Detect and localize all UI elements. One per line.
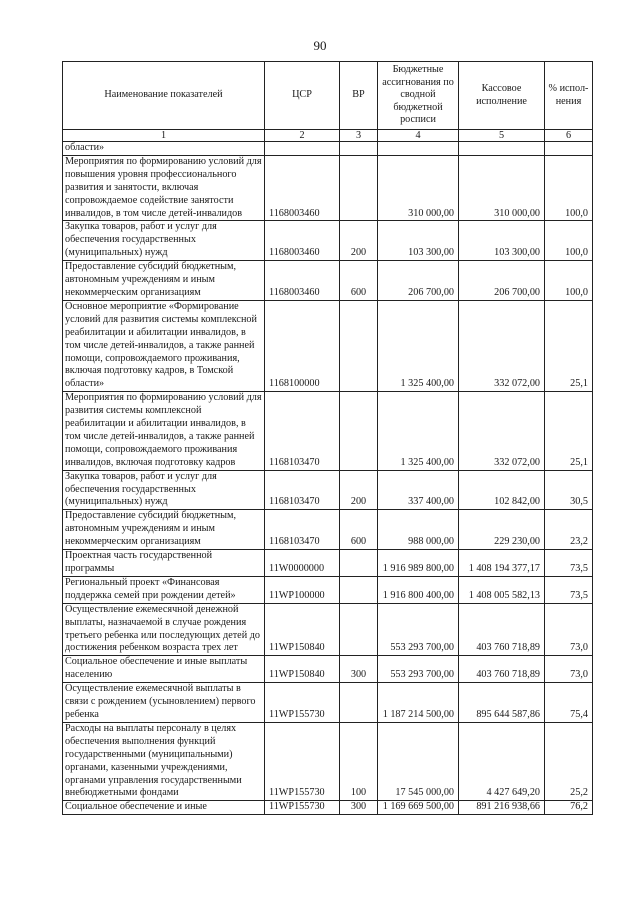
row-budget: 1 916 989 800,00	[378, 550, 459, 577]
row-name: Предоставление субсидий бюджетным, автономным учреждениям и иным некоммерческим организациям	[63, 261, 265, 301]
table-row	[63, 142, 593, 156]
table-body	[63, 142, 593, 815]
row-cash: 403 760 718,89	[459, 656, 545, 683]
row-pct: 73,0	[545, 656, 593, 683]
row-budget: 553 293 700,00	[378, 603, 459, 656]
row-csr: 1168100000	[265, 300, 340, 391]
table-row	[63, 510, 593, 550]
row-csr: 11W0000000	[265, 550, 340, 577]
row-pct: 100,0	[545, 155, 593, 221]
row-name: Предоставление субсидий бюджетным, автономным учреждениям и иным некоммерческим организациям	[63, 510, 265, 550]
row-budget: 553 293 700,00	[378, 656, 459, 683]
row-csr: 1168003460	[265, 261, 340, 301]
row-budget: 206 700,00	[378, 261, 459, 301]
row-cash: 891 216 938,66	[459, 801, 545, 815]
row-vr: 100	[340, 722, 378, 800]
table-row	[63, 656, 593, 683]
row-pct: 73,5	[545, 550, 593, 577]
row-pct: 25,1	[545, 300, 593, 391]
column-number: 3	[340, 130, 378, 142]
row-name: Основное мероприятие «Формирование условий для развития системы комплексной реабилитации и абилитации инвалидов, в том числе детей-инвалидов, а также ранней помощи, сопровождаемого проживания, включая подготовку кадров, в Томской области»	[63, 300, 265, 391]
row-cash: 102 842,00	[459, 470, 545, 510]
table-row	[63, 683, 593, 723]
budget-execution-table	[62, 61, 593, 815]
row-name: Осуществление ежемесячной денежной выплаты, назначаемой в случае рождения третьего ребенка или последующих детей до достижения ребенком возраста трех лет	[63, 603, 265, 656]
row-pct	[545, 142, 593, 156]
row-budget: 1 916 800 400,00	[378, 576, 459, 603]
table-row	[63, 722, 593, 800]
table-row	[63, 470, 593, 510]
row-budget: 1 169 669 500,00	[378, 801, 459, 815]
column-number: 4	[378, 130, 459, 142]
row-csr	[265, 142, 340, 156]
table-row	[63, 261, 593, 301]
row-cash: 4 427 649,20	[459, 722, 545, 800]
row-name: Мероприятия по формированию условий для повышения уровня профессионального развития и занятости, включая сопровождаемое содействие занятости инвалидов, в том числе детей-инвалидов	[63, 155, 265, 221]
row-budget: 310 000,00	[378, 155, 459, 221]
header-cash: Кассовое исполнение	[459, 62, 545, 130]
row-csr: 1168103470	[265, 510, 340, 550]
header-csr: ЦСР	[265, 62, 340, 130]
row-cash: 310 000,00	[459, 155, 545, 221]
row-name: Социальное обеспечение и иные выплаты населению	[63, 656, 265, 683]
row-cash: 103 300,00	[459, 221, 545, 261]
row-csr: 11WP155730	[265, 801, 340, 815]
row-name: Социальное обеспечение и иные	[63, 801, 265, 815]
row-cash: 403 760 718,89	[459, 603, 545, 656]
row-csr: 1168103470	[265, 392, 340, 470]
table-row	[63, 300, 593, 391]
row-vr	[340, 683, 378, 723]
row-cash: 895 644 587,86	[459, 683, 545, 723]
header-vr: ВР	[340, 62, 378, 130]
table-row	[63, 155, 593, 221]
row-name: области»	[63, 142, 265, 156]
row-vr: 600	[340, 510, 378, 550]
table-row	[63, 603, 593, 656]
row-pct: 25,1	[545, 392, 593, 470]
row-budget: 103 300,00	[378, 221, 459, 261]
row-name: Проектная часть государственной программы	[63, 550, 265, 577]
row-name: Закупка товаров, работ и услуг для обеспечения государственных (муниципальных) нужд	[63, 470, 265, 510]
row-pct: 30,5	[545, 470, 593, 510]
row-cash: 229 230,00	[459, 510, 545, 550]
table-row	[63, 221, 593, 261]
row-budget: 1 325 400,00	[378, 300, 459, 391]
row-cash: 206 700,00	[459, 261, 545, 301]
row-csr: 1168003460	[265, 221, 340, 261]
row-csr: 11WP150840	[265, 656, 340, 683]
row-name: Мероприятия по формированию условий для развития системы комплексной реабилитации и абилитации инвалидов, в том числе детей-инвалидов, а также ранней помощи, сопровождаемого проживания инвалидов, включая подготовку кадров	[63, 392, 265, 470]
row-csr: 11WP100000	[265, 576, 340, 603]
column-number: 1	[63, 130, 265, 142]
row-pct: 100,0	[545, 261, 593, 301]
table-row	[63, 392, 593, 470]
row-pct: 25,2	[545, 722, 593, 800]
row-budget: 988 000,00	[378, 510, 459, 550]
row-vr: 300	[340, 801, 378, 815]
row-vr: 200	[340, 221, 378, 261]
row-pct: 100,0	[545, 221, 593, 261]
header-name: Наименование показателей	[63, 62, 265, 130]
row-vr	[340, 576, 378, 603]
row-cash: 1 408 194 377,17	[459, 550, 545, 577]
row-cash: 1 408 005 582,13	[459, 576, 545, 603]
header-row	[63, 62, 593, 130]
row-vr	[340, 142, 378, 156]
row-vr	[340, 155, 378, 221]
row-budget	[378, 142, 459, 156]
column-number-row	[63, 130, 593, 142]
row-vr	[340, 392, 378, 470]
row-pct: 76,2	[545, 801, 593, 815]
row-vr	[340, 603, 378, 656]
row-vr: 300	[340, 656, 378, 683]
row-pct: 73,5	[545, 576, 593, 603]
header-pct: % испол-нения	[545, 62, 593, 130]
row-cash: 332 072,00	[459, 300, 545, 391]
row-vr: 600	[340, 261, 378, 301]
row-csr: 11WP155730	[265, 683, 340, 723]
column-number: 5	[459, 130, 545, 142]
row-budget: 337 400,00	[378, 470, 459, 510]
page-number: 90	[313, 38, 327, 53]
row-csr: 11WP155730	[265, 722, 340, 800]
row-budget: 1 187 214 500,00	[378, 683, 459, 723]
row-vr: 200	[340, 470, 378, 510]
header-budget: Бюджетные ассигнования по сводной бюджетной росписи	[378, 62, 459, 130]
row-csr: 11WP150840	[265, 603, 340, 656]
column-number: 6	[545, 130, 593, 142]
row-name: Расходы на выплаты персоналу в целях обеспечения выполнения функций государственными (муниципальными) органами, казенными учреждениями, органами управления государственными внебюджетными фондами	[63, 722, 265, 800]
row-cash: 332 072,00	[459, 392, 545, 470]
table-row	[63, 550, 593, 577]
row-name: Закупка товаров, работ и услуг для обеспечения государственных (муниципальных) нужд	[63, 221, 265, 261]
row-name: Осуществление ежемесячной выплаты в связи с рождением (усыновлением) первого ребенка	[63, 683, 265, 723]
row-vr	[340, 300, 378, 391]
row-pct: 75,4	[545, 683, 593, 723]
row-pct: 73,0	[545, 603, 593, 656]
row-name: Региональный проект «Финансовая поддержка семей при рождении детей»	[63, 576, 265, 603]
row-vr	[340, 550, 378, 577]
row-cash	[459, 142, 545, 156]
row-budget: 17 545 000,00	[378, 722, 459, 800]
row-csr: 1168003460	[265, 155, 340, 221]
table-row	[63, 801, 593, 815]
table-row	[63, 576, 593, 603]
row-pct: 23,2	[545, 510, 593, 550]
column-number: 2	[265, 130, 340, 142]
row-budget: 1 325 400,00	[378, 392, 459, 470]
row-csr: 1168103470	[265, 470, 340, 510]
